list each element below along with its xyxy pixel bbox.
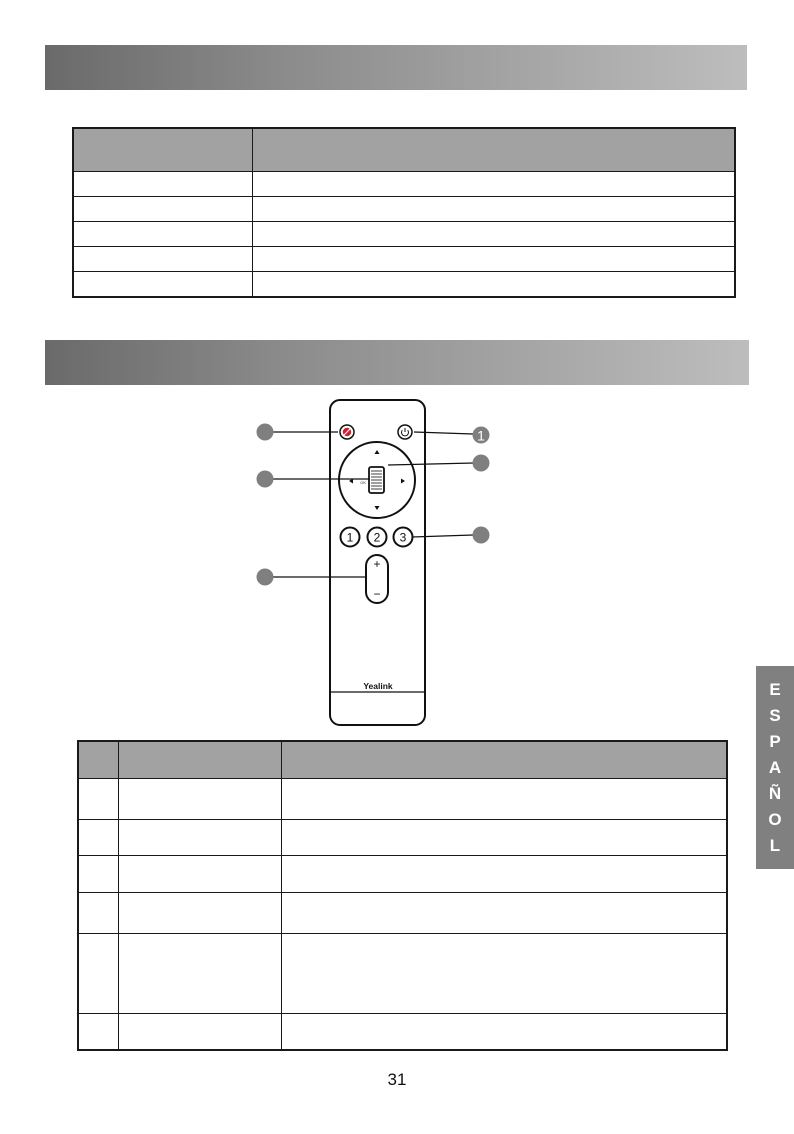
table-cell bbox=[118, 893, 281, 934]
table-cell bbox=[118, 934, 281, 1014]
table-row bbox=[78, 934, 727, 1014]
svg-text:1: 1 bbox=[477, 427, 485, 444]
table-cell bbox=[78, 934, 118, 1014]
ok-label: OK bbox=[360, 480, 366, 485]
table-cell bbox=[118, 856, 281, 893]
keypad-button-2 bbox=[368, 528, 387, 547]
table-cell bbox=[281, 1014, 727, 1050]
page-number: 31 bbox=[387, 1070, 407, 1089]
table-row bbox=[78, 893, 727, 934]
table-row bbox=[78, 856, 727, 893]
table-header-row bbox=[78, 741, 727, 779]
language-tab bbox=[756, 666, 794, 869]
table-cell bbox=[78, 893, 118, 934]
keypad-button-label: 2 bbox=[373, 530, 381, 545]
callout-dot bbox=[257, 424, 274, 441]
language-tab-letter: L bbox=[769, 835, 781, 855]
callout-dot bbox=[473, 427, 490, 444]
callout-dot bbox=[473, 527, 490, 544]
table-cell bbox=[78, 779, 118, 820]
language-tab-letter: A bbox=[768, 757, 782, 777]
table-row bbox=[78, 779, 727, 820]
table-cell bbox=[118, 820, 281, 856]
table-header-cell bbox=[118, 741, 281, 779]
callout-dot bbox=[257, 471, 274, 488]
table-cell bbox=[281, 779, 727, 820]
table-cell bbox=[78, 820, 118, 856]
language-tab-letter: E bbox=[769, 679, 781, 699]
table-row bbox=[78, 820, 727, 856]
callout-dot bbox=[473, 455, 490, 472]
table-cell bbox=[118, 779, 281, 820]
mic-mute-icon bbox=[340, 425, 354, 439]
table-row bbox=[78, 1014, 727, 1050]
table-cell bbox=[118, 1014, 281, 1050]
keypad-button-3 bbox=[394, 528, 413, 547]
table-cell bbox=[281, 856, 727, 893]
language-tab-letter: Ñ bbox=[768, 783, 782, 803]
language-tab-letter: P bbox=[769, 731, 781, 751]
table-header-cell bbox=[281, 741, 727, 779]
ok-button-ridges bbox=[371, 471, 382, 489]
volume-plus-label: + bbox=[373, 557, 381, 571]
brand-label: Yealink bbox=[363, 681, 393, 691]
language-tab-letter: S bbox=[769, 705, 781, 725]
keypad-button-1 bbox=[341, 528, 360, 547]
table-cell bbox=[78, 856, 118, 893]
power-icon bbox=[398, 425, 412, 439]
language-tab-letter: O bbox=[768, 809, 782, 829]
keypad-button-label: 3 bbox=[399, 530, 407, 545]
volume-minus-label: − bbox=[373, 587, 381, 601]
table-cell bbox=[281, 893, 727, 934]
table-cell bbox=[78, 1014, 118, 1050]
button-description-table bbox=[77, 740, 728, 1051]
callout-dot bbox=[257, 569, 274, 586]
table-cell bbox=[281, 820, 727, 856]
table-header-cell bbox=[78, 741, 118, 779]
table-cell bbox=[281, 934, 727, 1014]
keypad-button-label: 1 bbox=[346, 530, 354, 545]
